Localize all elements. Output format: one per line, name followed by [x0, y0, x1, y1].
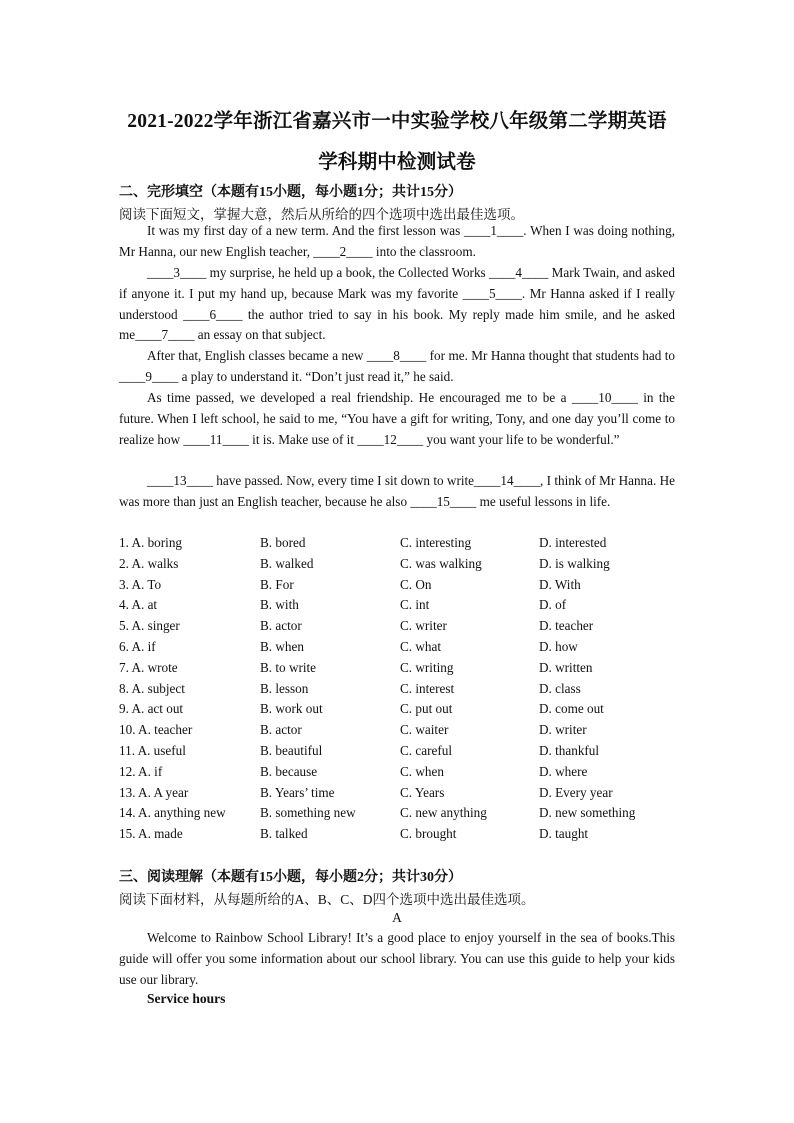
- option-b: B. bored: [260, 535, 306, 550]
- exam-title-line2: 学科期中检测试卷: [318, 152, 476, 173]
- option-row: [119, 533, 675, 554]
- option-c: C. what: [400, 638, 442, 654]
- option-b: B. walked: [260, 555, 314, 571]
- option-d: D. Every year: [539, 784, 613, 800]
- option-c: C. was walking: [400, 555, 482, 571]
- option-a: 10. A. teacher: [119, 722, 193, 738]
- option-row: [119, 783, 675, 804]
- option-row: [119, 575, 675, 596]
- option-d: D. written: [539, 659, 593, 675]
- option-row: [119, 762, 675, 783]
- passage-label: A: [392, 910, 402, 925]
- cloze-paragraph-5: ____13____ have passed. Now, every time I sit down to write____14____, I think of Mr Hanna. He was more than just an English teacher, because he also ____15____ me useful lessons in life.: [119, 473, 675, 509]
- cloze-paragraph-3: After that, English classes became a new ____8____ for me. Mr Hanna thought that students had to ____9____ a play to understand it. “Don’t just read it,” he said.: [119, 348, 675, 384]
- option-b: B. actor: [260, 618, 302, 634]
- option-row: [119, 741, 675, 762]
- cloze-paragraph-4: As time passed, we developed a real friendship. He encouraged me to be a ____10____ in the future. When I left school, he said to me, “You have a gift for writing, Tony, and one day you’ll come to realize how ____11____ it is. Make use of it ____12____ you want your life to be wonderful.”: [119, 390, 675, 447]
- option-a: 13. A. A year: [119, 784, 189, 800]
- option-d: D. writer: [539, 722, 587, 738]
- option-c: C. interest: [400, 680, 455, 696]
- option-c: C. brought: [400, 826, 457, 842]
- option-d: D. interested: [539, 535, 607, 550]
- option-a: 12. A. if: [119, 763, 163, 779]
- option-b: B. talked: [260, 826, 308, 842]
- option-a: 14. A. anything new: [119, 805, 226, 821]
- option-b: B. Years’ time: [260, 784, 335, 800]
- option-d: D. teacher: [539, 618, 594, 634]
- option-a: 11. A. useful: [119, 742, 186, 758]
- option-d: D. class: [539, 680, 581, 696]
- option-c: C. when: [400, 763, 444, 779]
- option-a: 1. A. boring: [119, 535, 183, 550]
- option-b: B. with: [260, 597, 299, 613]
- option-row: [119, 616, 675, 637]
- option-a: 7. A. wrote: [119, 659, 178, 675]
- option-b: B. to write: [260, 659, 317, 675]
- option-a: 15. A. made: [119, 826, 183, 842]
- option-b: B. something new: [260, 805, 356, 821]
- option-row: [119, 720, 675, 741]
- option-c: C. careful: [400, 742, 452, 758]
- section3-instruction: 阅读下面材料，从每题所给的A、B、C、D四个选项中选出最佳选项。: [119, 892, 535, 907]
- option-b: B. when: [260, 638, 304, 654]
- option-d: D. of: [539, 597, 567, 613]
- section2-instruction: 阅读下面短文，掌握大意，然后从所给的四个选项中选出最佳选项。: [119, 207, 524, 222]
- cloze-options-table: [119, 533, 675, 845]
- option-c: C. int: [400, 597, 430, 613]
- option-d: D. how: [539, 638, 578, 654]
- option-c: C. writer: [400, 618, 447, 634]
- option-b: B. beautiful: [260, 742, 323, 758]
- option-c: C. waiter: [400, 722, 449, 738]
- option-row: [119, 824, 675, 845]
- option-c: C. On: [400, 576, 432, 592]
- exam-title-line1: 2021-2022学年浙江省嘉兴市一中实验学校八年级第二学期英语: [127, 111, 667, 132]
- option-a: 8. A. subject: [119, 680, 185, 696]
- option-b: B. work out: [260, 701, 323, 717]
- option-d: D. taught: [539, 826, 589, 842]
- option-a: 2. A. walks: [119, 555, 179, 571]
- option-row: [119, 595, 675, 616]
- option-row: [119, 679, 675, 700]
- section3-heading: 三、阅读理解（本题有15小题，每小题2分；共计30分）: [119, 870, 462, 885]
- service-hours-heading: Service hours: [147, 991, 226, 1006]
- option-row: [119, 554, 675, 575]
- section2-heading: 二、完形填空（本题有15小题，每小题1分；共计15分）: [119, 185, 462, 200]
- option-c: C. writing: [400, 659, 454, 675]
- option-row: [119, 637, 675, 658]
- option-b: B. actor: [260, 722, 302, 738]
- option-d: D. where: [539, 763, 588, 779]
- option-d: D. is walking: [539, 555, 610, 571]
- option-c: C. Years: [400, 784, 445, 800]
- option-a: 6. A. if: [119, 638, 156, 654]
- option-c: C. put out: [400, 701, 453, 717]
- option-c: C. interesting: [400, 535, 472, 550]
- option-d: D. new something: [539, 805, 636, 821]
- option-d: D. come out: [539, 701, 604, 717]
- option-c: C. new anything: [400, 805, 487, 821]
- option-a: 5. A. singer: [119, 618, 180, 634]
- option-row: [119, 658, 675, 679]
- option-a: 4. A. at: [119, 597, 158, 613]
- option-d: D. thankful: [539, 742, 600, 758]
- option-b: B. because: [260, 763, 318, 779]
- option-row: [119, 803, 675, 824]
- reading-paragraph: Welcome to Rainbow School Library! It’s a good place to enjoy yourself in the sea of books.This guide will offer you some information about our school library. You can use this guide to help your kids use our library.: [119, 930, 675, 987]
- cloze-paragraph-1: It was my first day of a new term. And the first lesson was ____1____. When I was doing nothing, Mr Hanna, our new English teacher, ____2____ into the classroom.: [119, 223, 675, 259]
- option-row: [119, 699, 675, 720]
- option-a: 3. A. To: [119, 576, 162, 592]
- option-b: B. For: [260, 576, 294, 592]
- cloze-paragraph-2: ____3____ my surprise, he held up a book, the Collected Works ____4____ Mark Twain, and asked if anyone it. I put my hand up, because Mark was my favorite ____5____. Mr Hanna asked if I really understood ____6____ the author tried to say in his book. My reply made him smile, and he asked me____7____ an essay on that subject.: [119, 265, 675, 343]
- option-b: B. lesson: [260, 680, 309, 696]
- option-a: 9. A. act out: [119, 701, 184, 717]
- option-d: D. With: [539, 576, 581, 592]
